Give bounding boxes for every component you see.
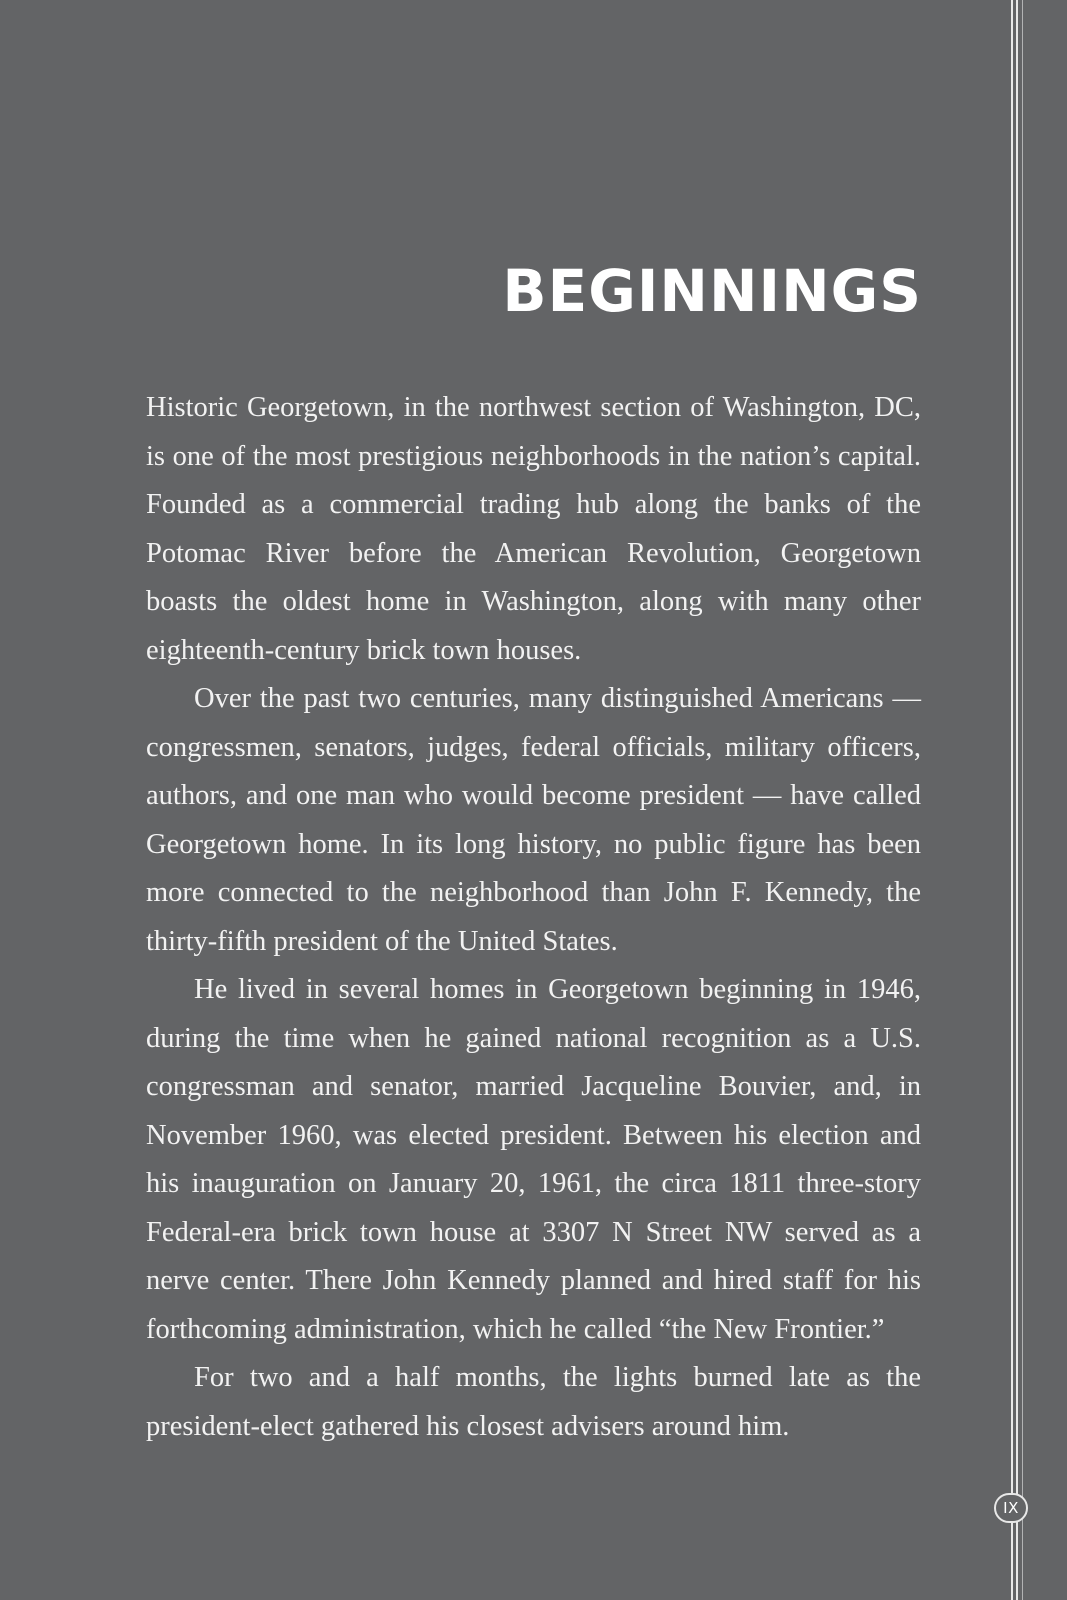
margin-rule-outer	[1011, 0, 1013, 1600]
chapter-body	[146, 384, 921, 1451]
margin-rule-thin	[1022, 0, 1023, 1600]
chapter-title: BEGINNINGS	[502, 257, 922, 325]
page-number: IX	[1003, 1499, 1019, 1517]
paragraph-1: Historic Georgetown, in the northwest section of Washington, DC, is one of the most prestigious neighborhoods in the nation’s capital. Founded as a commercial trading hub along the banks of the Potomac River before the American Revolution, Georgetown boasts the oldest home in Washington, along with many other eighteenth-century brick town houses.	[146, 392, 921, 666]
page-number-badge	[994, 1493, 1028, 1523]
paragraph-2: Over the past two centuries, many distinguished Americans — congressmen, senators, judges, federal officials, military officers, authors, and one man who would become president — have called Georgetown home. In its long history, no public figure has been more connected to the neighborhood than John F. Kennedy, the thirty-fifth president of the United States.	[146, 683, 921, 957]
paragraph-3: He lived in several homes in Georgetown beginning in 1946, during the time when he gained national recognition as a U.S. congressman and senator, married Jacqueline Bouvier, and, in November 1960, was elected president. Between his election and his inauguration on January 20, 1961, the circa 1811 three-story Federal-era brick town house at 3307 N Street NW served as a nerve center. There John Kennedy planned and hired staff for his forthcoming administration, which he called “the New Frontier.”	[146, 974, 921, 1345]
paragraph-4: For two and a half months, the lights burned late as the president-elect gathered his closest advisers around him.	[146, 1362, 921, 1442]
margin-rule-inner	[1016, 0, 1018, 1600]
